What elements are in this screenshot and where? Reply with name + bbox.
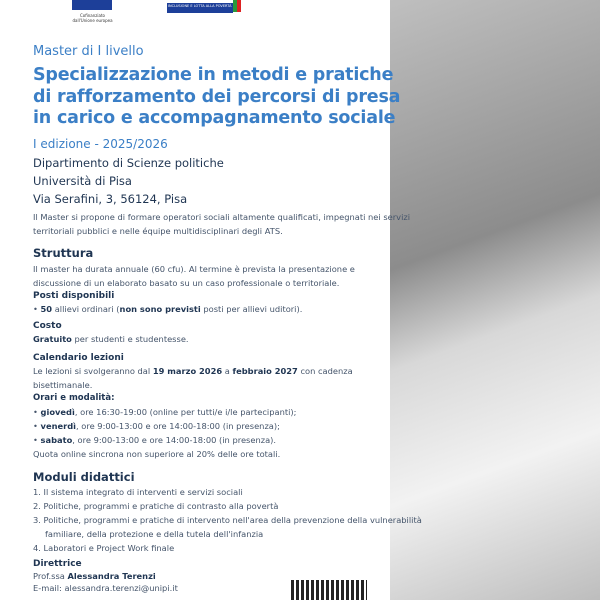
eu-caption: Cofinanziato dall'Unione europea bbox=[72, 13, 113, 23]
edition: I edizione - 2025/2026 bbox=[33, 137, 168, 151]
moduli-list: 1. Il sistema integrato di interventi e servizi sociali 2. Politiche, programmi e pratiche di contrasto alla povertà 3. Politiche, programmi e pratiche di intervento nell'area della prevenzione della vulnerabilità familiare, della protezione e della tutela dell'infanzia 4. Laboratori e Project Work finale bbox=[33, 487, 422, 553]
page-title: Specializzazione in metodi e pratiche di rafforzamento dei percorsi di presa in carico e accompagnamento sociale bbox=[33, 65, 401, 128]
struttura-heading: Struttura bbox=[33, 246, 94, 260]
intro: Il Master si propone di formare operatori sociali altamente qualificati, impegnati nei servizi territoriali pubblici e nelle équipe multidisciplinari degli ATS. bbox=[33, 212, 411, 236]
costo-heading: Costo bbox=[33, 321, 62, 331]
orari-list: • giovedì, ore 16:30-19:00 (online per tutti/e i/le partecipanti); • venerdì, ore 9:00-13:00 e ore 14:00-18:00 (in presenza); • sabato, ore 9:00-13:00 e ore 14:00-18:00 (in presenza). Quota online sincrona non superiore al 20% delle ore totali. bbox=[33, 407, 297, 459]
struttura-text: Il master ha durata annuale (60 cfu). Al termine è prevista la presentazione e discussione di un elaborato basato su un caso professionale o territoriale. bbox=[33, 264, 355, 288]
orari-heading: Orari e modalità: bbox=[33, 393, 115, 403]
address-block: Dipartimento di Scienze politiche Università di Pisa Via Serafini, 3, 56124, Pisa bbox=[33, 156, 224, 206]
posti-text: • 50 allievi ordinari (non sono previsti posti per allievi uditori). bbox=[33, 304, 303, 314]
costo-text: Gratuito per studenti e studentesse. bbox=[33, 334, 189, 344]
qr-code[interactable] bbox=[291, 580, 367, 600]
direttrice-info: Prof.ssa Alessandra Terenzi E-mail: alessandra.terenzi@unipi.it bbox=[33, 571, 178, 593]
italy-flag-icon bbox=[233, 0, 241, 12]
eu-flag-logo bbox=[72, 0, 112, 10]
direttrice-heading: Direttrice bbox=[33, 559, 82, 569]
posti-heading: Posti disponibili bbox=[33, 291, 115, 301]
moduli-heading: Moduli didattici bbox=[33, 470, 135, 484]
master-level: Master di I livello bbox=[33, 44, 144, 59]
calendario-heading: Calendario lezioni bbox=[33, 353, 124, 363]
calendario-text: Le lezioni si svolgeranno dal 19 marzo 2026 a febbraio 2027 con cadenza bisettimanale. bbox=[33, 366, 353, 390]
inclusione-logo: INCLUSIONE E LOTTA ALLA POVERTÀ bbox=[167, 3, 233, 13]
